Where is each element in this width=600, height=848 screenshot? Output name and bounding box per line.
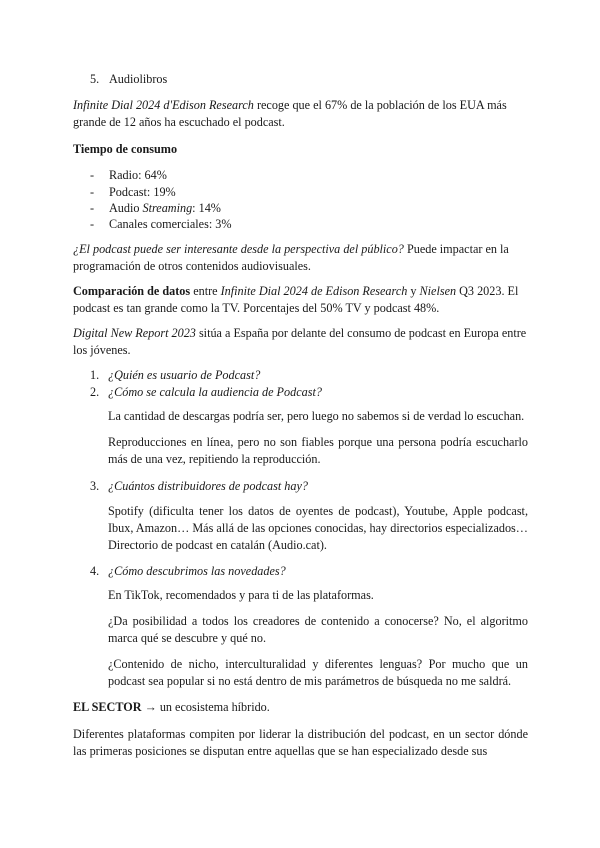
paragraph-line: grande de 12 años ha escuchado el podcast. — [73, 115, 285, 129]
question-number: 3. — [90, 479, 100, 493]
bullet-dash: - — [90, 185, 95, 199]
bullet-item: Radio: 64% — [109, 168, 167, 182]
answer-paragraph: Spotify (dificulta tener los datos de oyentes de podcast), Youtube, Apple podcast, Ibux, Amazon… Más allá de las opciones conocidas, hay directorios especializados… Directorio de podcast en catalán (Audio.cat). — [108, 504, 528, 552]
question-text: ¿Cómo descubrimos las novedades? — [108, 564, 286, 578]
question-number: 2. — [90, 385, 100, 399]
answer-paragraph: Reproducciones en línea, pero no son fiables porque una persona podría escucharlo más de una vez, repitiendo la reproducción. — [108, 435, 528, 466]
bullet-dash: - — [90, 201, 95, 215]
question-text: ¿Cómo se calcula la audiencia de Podcast? — [108, 385, 322, 399]
list-item-text: Audiolibros — [109, 72, 168, 86]
paragraph-digital-report: Digital New Report 2023 sitúa a España por delante del consumo de podcast en Europa entre los jóvenes. — [73, 326, 527, 357]
answer-paragraph: ¿Da posibilidad a todos los creadores de contenido a conocerse? No, el algoritmo marca qué se descubre y qué no. — [108, 614, 528, 645]
paragraph-question: ¿El podcast puede ser interesante desde la perspectiva del público? Puede impactar en la programación de otros contenidos audiovisuales. — [73, 242, 509, 273]
bullet-item: Podcast: 19% — [109, 185, 176, 199]
question-number: 4. — [90, 564, 100, 578]
paragraph-comparison: Comparación de datos entre Infinite Dial 2024 de Edison Research y Nielsen Q3 2023. El podcast es tan grande como la TV. Porcentajes del 50% TV y podcast 48%. — [73, 284, 519, 315]
answer-paragraph: ¿Contenido de nicho, interculturalidad y diferentes lenguas? Por mucho que un podcast sea popular si no está dentro de mis parámetros de búsqueda no me saldrá. — [108, 657, 528, 688]
arrow-icon: → — [141, 700, 160, 714]
answer-paragraph: La cantidad de descargas podría ser, pero luego no sabemos si de verdad lo escuchan. — [108, 409, 525, 423]
answer-paragraph: En TikTok, recomendados y para ti de las plataformas. — [108, 588, 374, 602]
bullet-item: Audio Streaming: 14% — [109, 201, 221, 215]
section-heading-sector: EL SECTOR → un ecosistema híbrido. — [73, 700, 270, 714]
question-text: ¿Cuántos distribuidores de podcast hay? — [108, 479, 308, 493]
paragraph-infinite-dial — [73, 97, 528, 131]
paragraph-line: Infinite Dial 2024 d'Edison Research recoge que el 67% de la población de los EUA más — [73, 98, 507, 112]
paragraph-platforms: Diferentes plataformas compiten por liderar la distribución del podcast, en un sector dónde las primeras posiciones se disputan entre aquellas que se han especializado desde sus — [73, 727, 528, 758]
bullet-dash: - — [90, 168, 95, 182]
section-heading-consumption: Tiempo de consumo — [73, 142, 178, 156]
bullet-item: Canales comerciales: 3% — [109, 217, 232, 231]
question-text: ¿Quién es usuario de Podcast? — [108, 368, 261, 382]
source-title: Infinite Dial 2024 d'Edison Research — [73, 98, 254, 112]
bullet-dash: - — [90, 217, 95, 231]
question-number: 1. — [90, 368, 100, 382]
list-number: 5. — [90, 72, 100, 86]
